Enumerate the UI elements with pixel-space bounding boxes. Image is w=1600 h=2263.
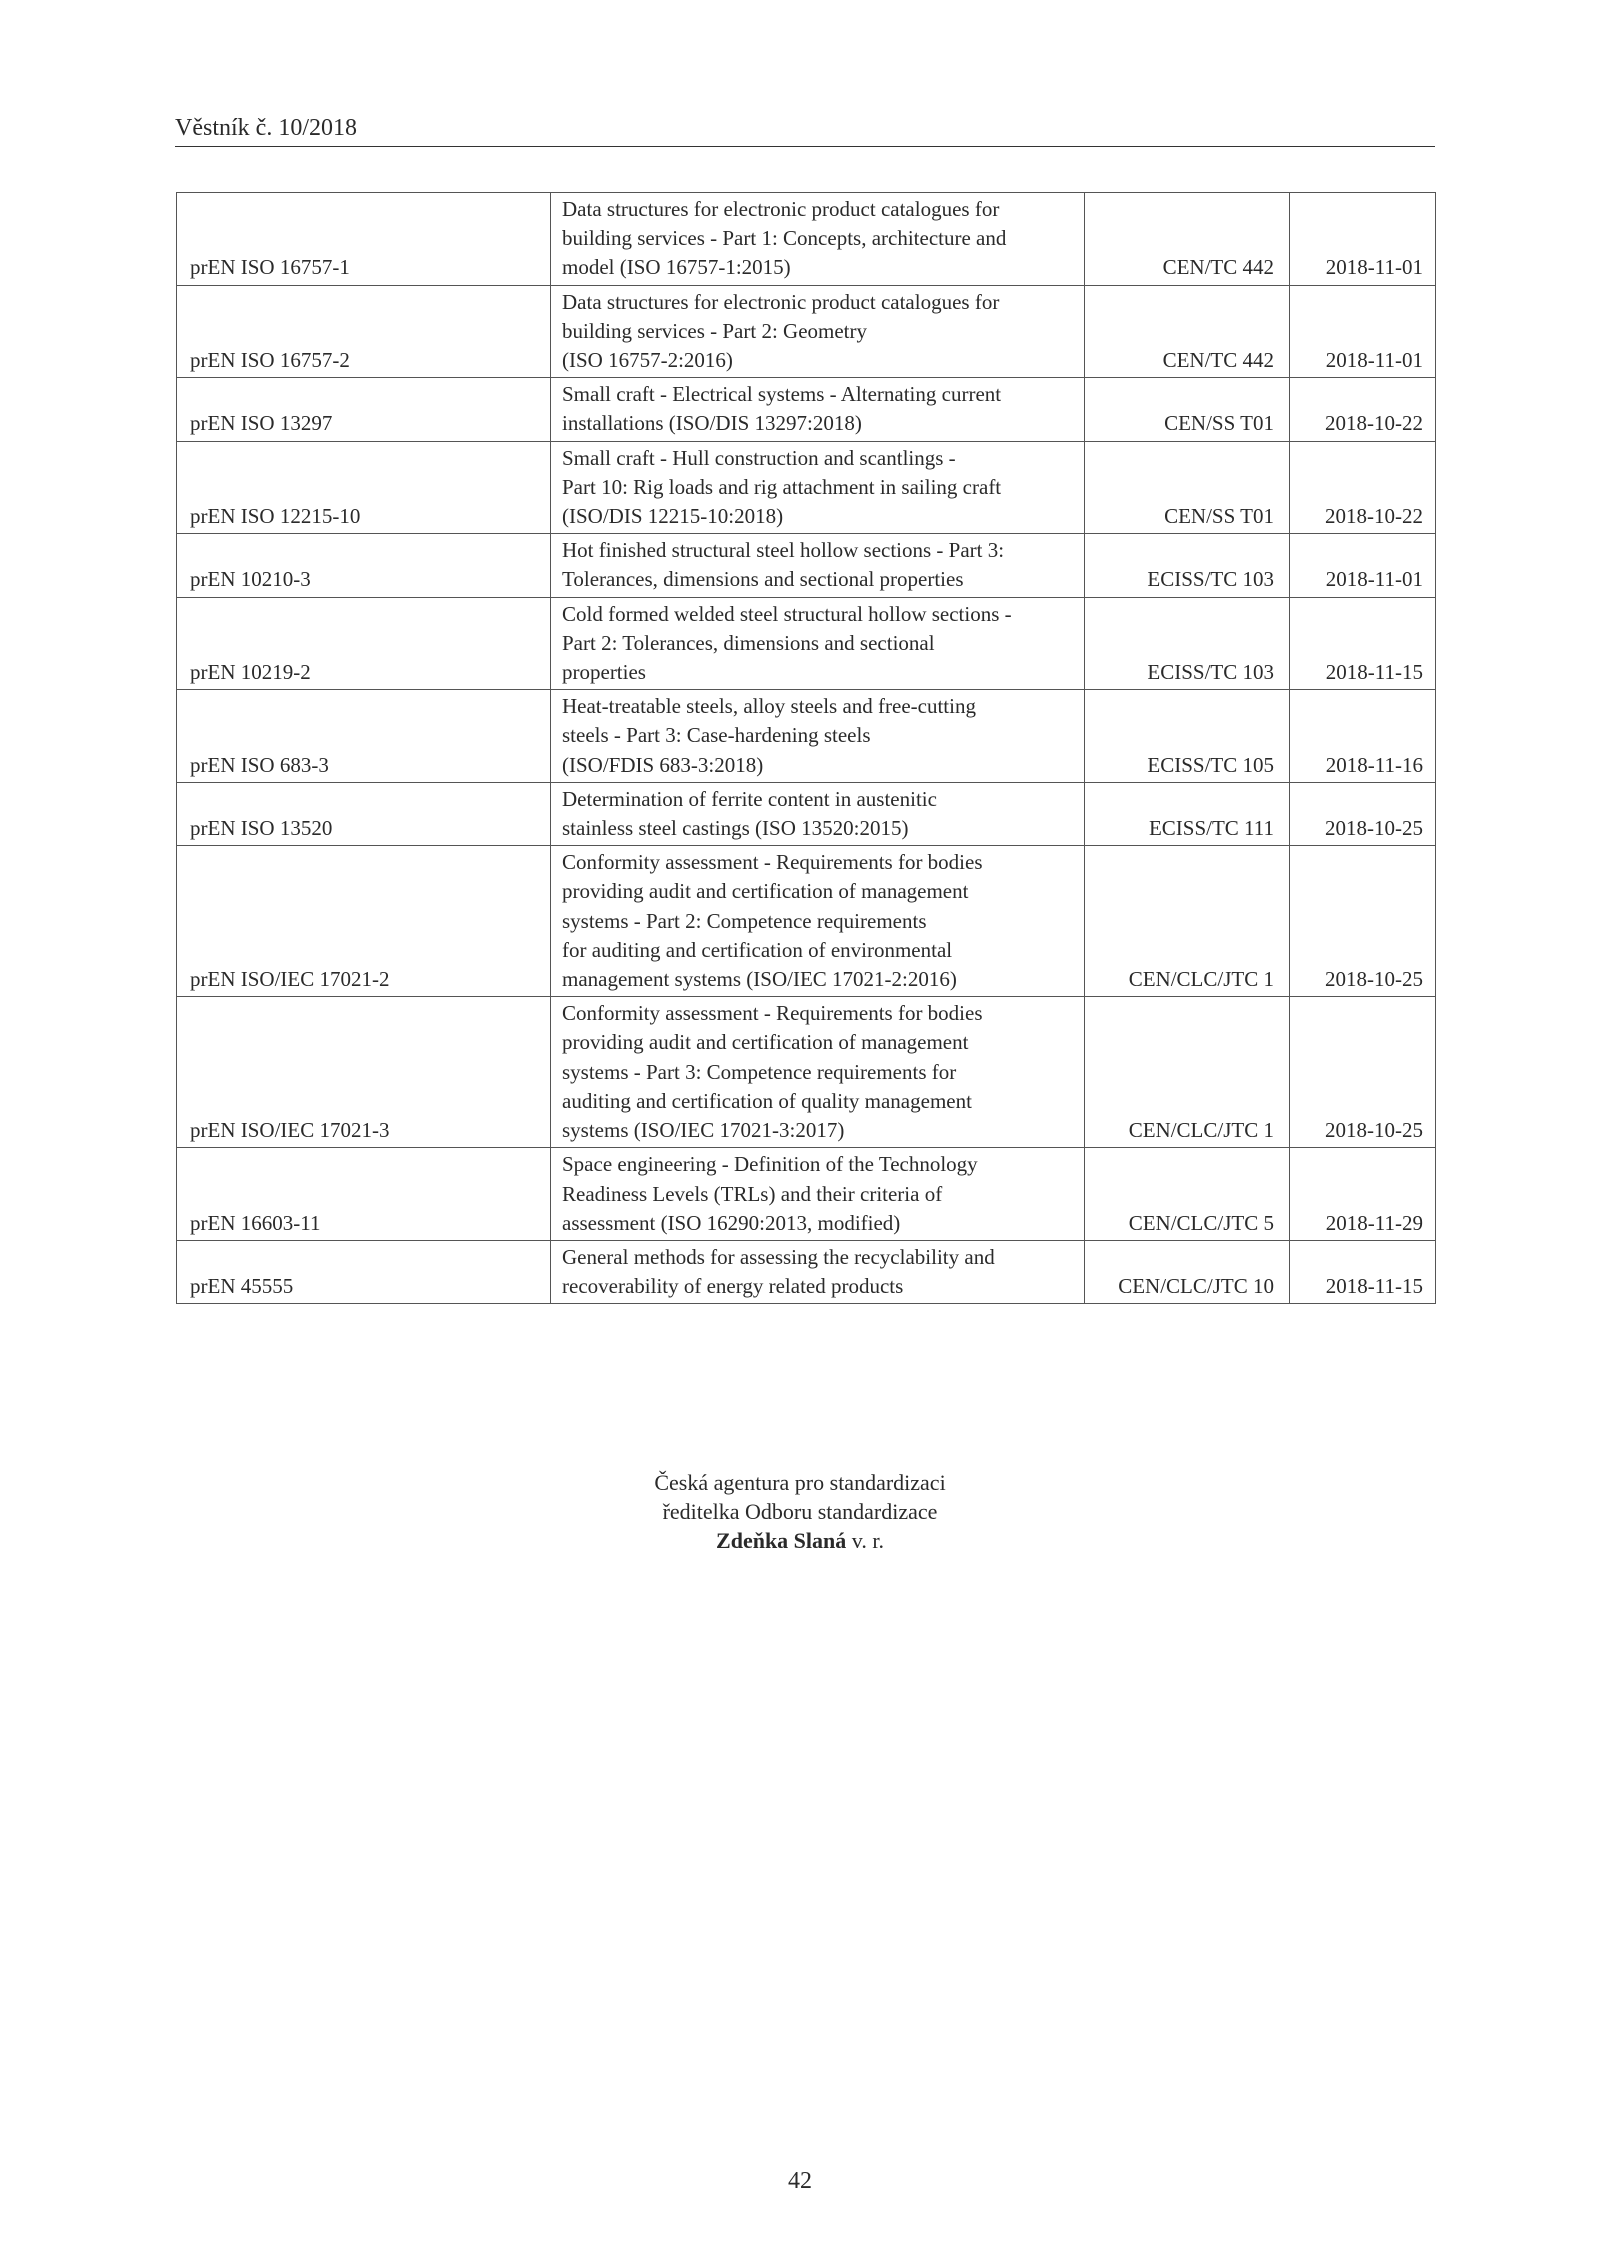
- table-row: [177, 597, 1436, 690]
- standard-title-line: (ISO/DIS 12215-10:2018): [562, 504, 784, 529]
- standard-code-cell: prEN ISO 683-3: [177, 690, 551, 783]
- standard-title-line: Conformity assessment - Requirements for bodies: [562, 850, 983, 875]
- committee-cell: ECISS/TC 105: [1085, 690, 1290, 783]
- standard-title-cell: [551, 534, 1085, 597]
- deadline-date-cell: 2018-10-22: [1290, 378, 1436, 441]
- signature-name: Zdeňka Slaná: [716, 1528, 847, 1553]
- committee-cell: CEN/SS T01: [1085, 441, 1290, 534]
- page-number: 42: [788, 2168, 812, 2194]
- standard-title-line: stainless steel castings (ISO 13520:2015): [562, 816, 909, 841]
- standard-code-cell: prEN ISO 13297: [177, 378, 551, 441]
- standard-title-line: model (ISO 16757-1:2015): [562, 255, 791, 280]
- standard-title-cell: [551, 597, 1085, 690]
- committee-cell: ECISS/TC 111: [1085, 782, 1290, 845]
- signature-role: ředitelka Odboru standardizace: [662, 1499, 938, 1524]
- standard-title-line: Data structures for electronic product catalogues for: [562, 197, 1000, 221]
- signature-agency: Česká agentura pro standardizaci: [654, 1470, 946, 1495]
- header-title: Věstník č. 10/2018: [175, 115, 357, 141]
- committee-cell: ECISS/TC 103: [1085, 534, 1290, 597]
- standard-title-line: recoverability of energy related products: [562, 1274, 904, 1299]
- standard-title-line: Tolerances, dimensions and sectional properties: [562, 567, 964, 592]
- standard-title-line: Conformity assessment - Requirements for bodies: [562, 1001, 983, 1026]
- standard-title-line: systems (ISO/IEC 17021-3:2017): [562, 1118, 845, 1143]
- standard-code-cell: prEN ISO 13520: [177, 782, 551, 845]
- standard-title-line: Part 10: Rig loads and rig attachment in sailing craft: [562, 474, 1002, 499]
- standard-code-cell: prEN 45555: [177, 1240, 551, 1303]
- standard-title-line: management systems (ISO/IEC 17021-2:2016): [562, 967, 957, 992]
- standard-code-cell: prEN ISO/IEC 17021-3: [177, 997, 551, 1148]
- standards-table-body: [177, 193, 1436, 1304]
- table-row: [177, 997, 1436, 1148]
- standard-title-cell: [551, 285, 1085, 378]
- standard-title-line: Hot finished structural steel hollow sections - Part 3:: [562, 538, 1005, 563]
- deadline-date-cell: 2018-10-22: [1290, 441, 1436, 534]
- signature-suffix: v. r.: [846, 1528, 884, 1553]
- standard-title-line: assessment (ISO 16290:2013, modified): [562, 1210, 901, 1235]
- deadline-date-cell: 2018-11-16: [1290, 690, 1436, 783]
- standard-title-line: Data structures for electronic product catalogues for: [562, 289, 1000, 314]
- table-row: [177, 285, 1436, 378]
- committee-cell: CEN/TC 442: [1085, 193, 1290, 286]
- standard-title-line: (ISO/FDIS 683-3:2018): [562, 752, 764, 777]
- standard-title-line: providing audit and certification of management: [562, 1030, 969, 1055]
- deadline-date-cell: 2018-10-25: [1290, 782, 1436, 845]
- standard-title-line: systems - Part 3: Competence requirements for: [562, 1059, 957, 1084]
- deadline-date-cell: 2018-11-29: [1290, 1148, 1436, 1241]
- standard-code-cell: prEN 10219-2: [177, 597, 551, 690]
- deadline-date-cell: 2018-11-15: [1290, 597, 1436, 690]
- standard-code-cell: prEN 10210-3: [177, 534, 551, 597]
- table-row: [177, 1240, 1436, 1303]
- standard-title-line: Small craft - Hull construction and scantlings -: [562, 445, 956, 470]
- standard-title-cell: [551, 997, 1085, 1148]
- deadline-date-cell: 2018-10-25: [1290, 846, 1436, 997]
- standard-title-line: building services - Part 1: Concepts, architecture and: [562, 226, 1007, 251]
- table-row: [177, 534, 1436, 597]
- standard-title-line: Determination of ferrite content in austenitic: [562, 786, 937, 811]
- standard-code-cell: prEN ISO 16757-2: [177, 285, 551, 378]
- standard-title-cell: [551, 441, 1085, 534]
- standard-title-line: General methods for assessing the recyclability and: [562, 1244, 995, 1269]
- standard-title-cell: [551, 782, 1085, 845]
- standard-title-line: for auditing and certification of environmental: [562, 937, 953, 962]
- standards-table: [176, 192, 1436, 1304]
- committee-cell: CEN/CLC/JTC 5: [1085, 1148, 1290, 1241]
- table-row: [177, 441, 1436, 534]
- page-header: [175, 112, 1435, 147]
- standard-title-line: Part 2: Tolerances, dimensions and sectional: [562, 630, 935, 655]
- committee-cell: CEN/CLC/JTC 10: [1085, 1240, 1290, 1303]
- standard-title-line: building services - Part 2: Geometry: [562, 318, 868, 343]
- table-row: [177, 378, 1436, 441]
- table-row: [177, 690, 1436, 783]
- deadline-date-cell: 2018-11-15: [1290, 1240, 1436, 1303]
- table-row: [177, 1148, 1436, 1241]
- standard-code-cell: prEN ISO/IEC 17021-2: [177, 846, 551, 997]
- standard-title-line: Readiness Levels (TRLs) and their criteria of: [562, 1181, 943, 1206]
- standard-code-cell: prEN 16603-11: [177, 1148, 551, 1241]
- standard-title-line: steels - Part 3: Case-hardening steels: [562, 723, 871, 748]
- standard-title-cell: [551, 690, 1085, 783]
- deadline-date-cell: 2018-11-01: [1290, 534, 1436, 597]
- table-row: [177, 193, 1436, 286]
- standard-title-line: providing audit and certification of management: [562, 879, 969, 904]
- standard-title-cell: [551, 1148, 1085, 1241]
- standard-title-line: installations (ISO/DIS 13297:2018): [562, 411, 862, 436]
- signature-block: [0, 1468, 1600, 1555]
- standard-title-line: auditing and certification of quality management: [562, 1088, 972, 1113]
- deadline-date-cell: 2018-11-01: [1290, 193, 1436, 286]
- standard-title-line: Heat-treatable steels, alloy steels and free-cutting: [562, 694, 976, 719]
- standard-title-cell: [551, 846, 1085, 997]
- table-row: [177, 782, 1436, 845]
- deadline-date-cell: 2018-10-25: [1290, 997, 1436, 1148]
- standard-title-cell: [551, 1240, 1085, 1303]
- standard-title-cell: [551, 193, 1085, 286]
- committee-cell: CEN/TC 442: [1085, 285, 1290, 378]
- table-row: [177, 846, 1436, 997]
- signature-name-line: [0, 1526, 1600, 1555]
- standard-title-line: systems - Part 2: Competence requirements: [562, 908, 927, 933]
- standard-title-line: Cold formed welded steel structural hollow sections -: [562, 601, 1012, 626]
- standard-title-line: Space engineering - Definition of the Technology: [562, 1152, 978, 1177]
- committee-cell: CEN/SS T01: [1085, 378, 1290, 441]
- committee-cell: ECISS/TC 103: [1085, 597, 1290, 690]
- committee-cell: CEN/CLC/JTC 1: [1085, 997, 1290, 1148]
- standard-title-cell: [551, 378, 1085, 441]
- standard-code-cell: prEN ISO 12215-10: [177, 441, 551, 534]
- standard-title-line: properties: [562, 660, 646, 685]
- deadline-date-cell: 2018-11-01: [1290, 285, 1436, 378]
- standard-title-line: (ISO 16757-2:2016): [562, 348, 733, 373]
- standard-title-line: Small craft - Electrical systems - Alternating current: [562, 382, 1002, 407]
- standard-code-cell: prEN ISO 16757-1: [177, 193, 551, 286]
- committee-cell: CEN/CLC/JTC 1: [1085, 846, 1290, 997]
